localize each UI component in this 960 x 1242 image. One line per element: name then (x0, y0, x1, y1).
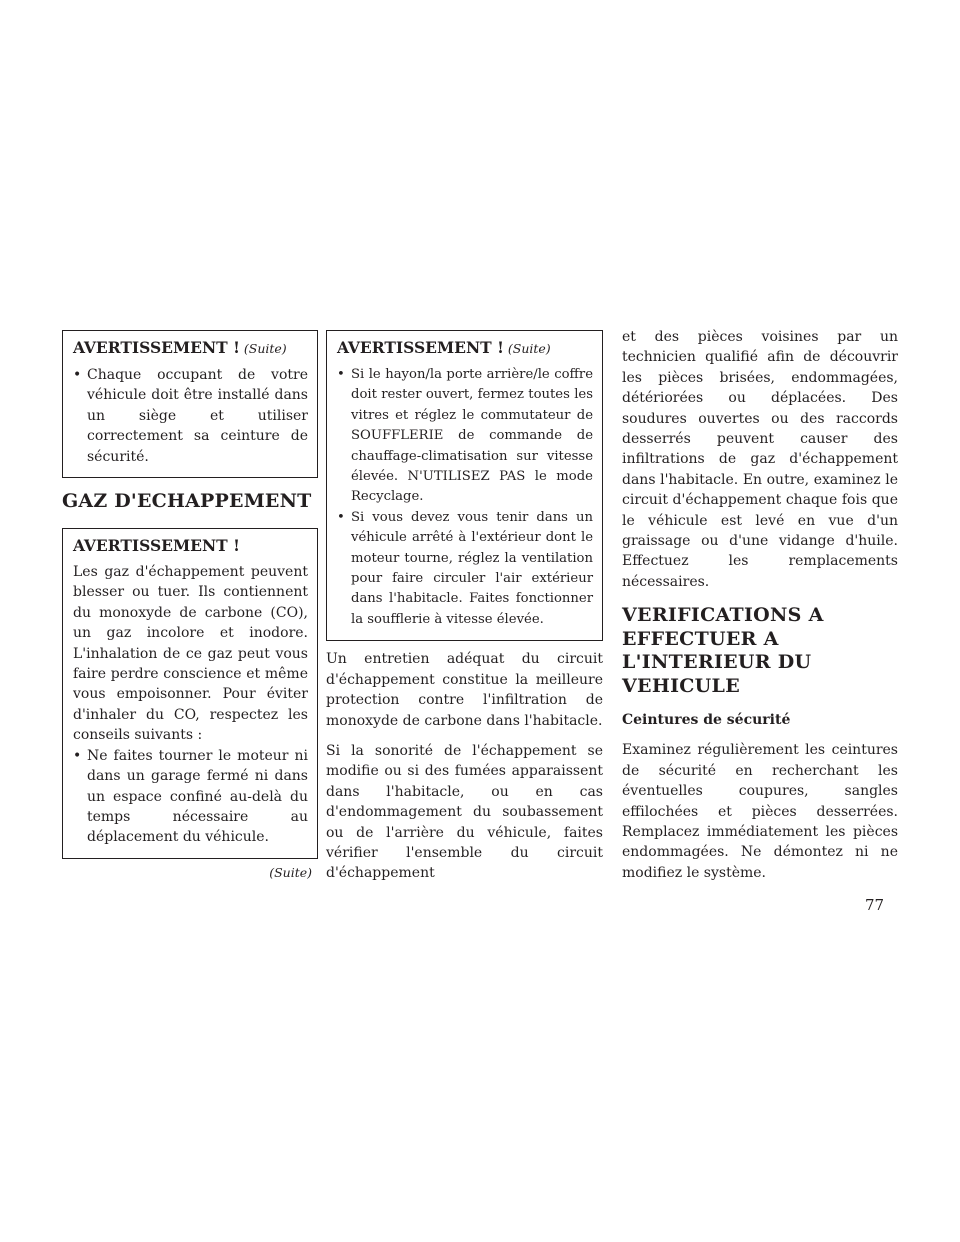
section-title-line: VEHICULE (622, 674, 740, 697)
warning-bullet-list (337, 365, 593, 630)
body-text (622, 740, 898, 883)
warning-box (62, 528, 318, 859)
continued-note: (Suite) (269, 864, 312, 880)
left-column (62, 330, 318, 880)
page-number: 77 (865, 896, 885, 914)
warning-bullet: • Si vous devez vous tenir dans un véhicule arrêté à l'extérieur dont le moteur tourne, réglez la ventilation pour faire circuler l'air extérieur dans l'habitacle. Faites fonctionner la soufflerie à vitesse élevée. (337, 509, 593, 627)
warning-title (73, 338, 308, 359)
warning-title: AVERTISSEMENT ! (73, 536, 240, 556)
body-text (326, 649, 603, 883)
section-title (622, 604, 898, 698)
body-paragraph: Examinez régulièrement les ceintures de sécurité en recherchant les éventuelles coupures, sangles effilochées et pièces desserrées. Remplacez immédiatement les pièces endommagées. Ne démontez ni ne modifiez le système. (622, 742, 898, 881)
warning-bullet-list (73, 746, 308, 848)
warning-box-continued (326, 330, 603, 641)
body-paragraph: Un entretien adéquat du circuit d'échappement constitue la meilleure protection contre l'infiltration de monoxyde de carbone dans l'habitacle. (326, 651, 603, 729)
warning-suite-label: (Suite) (507, 341, 551, 356)
section-title-line: EFFECTUER A (622, 627, 779, 650)
warning-title-text: AVERTISSEMENT ! (337, 338, 504, 357)
warning-bullet-list (73, 365, 308, 467)
section-title: GAZ D'ECHAPPEMENT (62, 490, 312, 513)
right-column (622, 327, 898, 893)
subheading: Ceintures de sécurité (622, 712, 791, 729)
warning-bullet: • Ne faites tourner le moteur ni dans un garage fermé ni dans un espace confiné au-delà du temps nécessaire au déplacement du véhicule. (73, 747, 308, 846)
body-paragraph: et des pièces voisines par un technicien qualifié afin de découvrir les pièces brisées, endommagées, détériorées ou déplacées. Des soudures ouvertes ou des raccords desserrés peuvent causer des infiltrations de gaz d'échappement dans l'habitacle. En outre, examinez le circuit d'échappement chaque fois que le véhicule est levé en vue d'un graissage ou d'une vidange d'huile. Effectuez les remplacements nécessaires. (622, 329, 898, 590)
section-title-line: L'INTERIEUR DU (622, 651, 812, 674)
warning-paragraph: Les gaz d'échappement peuvent blesser ou tuer. Ils contiennent du monoxyde de carbone (CO), un gaz incolore et inodore. L'inhalation de ce gaz peut vous faire perdre conscience et même vous empoisonner. Pour éviter d'inhaler du CO, respectez les conseils suivants : (73, 564, 308, 744)
warning-suite-label: (Suite) (243, 341, 287, 356)
body-paragraph: Si la sonorité de l'échappement se modifie ou si des fumées apparaissent dans l'habitacle, ou en cas d'endommagement du soubassement ou de l'arrière du véhicule, faites vérifier l'ensemble du circuit d'échappement (326, 742, 603, 882)
warning-bullet: • Chaque occupant de votre véhicule doit être installé dans un siège et utiliser correctement sa ceinture de sécurité. (73, 367, 308, 465)
warning-box-continued (62, 330, 318, 478)
warning-title-text: AVERTISSEMENT ! (73, 338, 240, 357)
middle-column (326, 330, 603, 894)
warning-bullet: • Si le hayon/la porte arrière/le coffre doit rester ouvert, fermez toutes les vitres et réglez le commutateur de SOUFFLERIE de commande de chauffage-climatisation sur vitesse élevée. N'UTILISEZ PAS le mode Recyclage. (337, 367, 593, 505)
body-text (622, 327, 898, 592)
section-title-line: VERIFICATIONS A (622, 604, 824, 627)
warning-title (337, 338, 593, 359)
